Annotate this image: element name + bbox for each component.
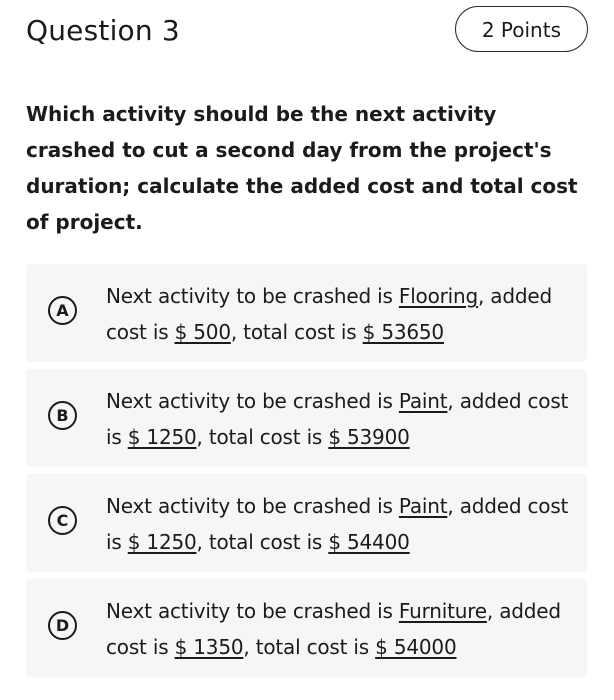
option-text <box>106 278 573 350</box>
option-mid-text: , added cost is <box>106 284 552 344</box>
option-added-cost: $ 1250 <box>127 530 197 554</box>
option-a[interactable] <box>26 264 587 362</box>
option-added-cost: $ 500 <box>174 320 231 344</box>
option-prefix: Next activity to be crashed is <box>106 284 399 308</box>
option-total-cost: $ 53900 <box>328 425 410 449</box>
option-mid-text: , added cost is <box>106 599 561 659</box>
question-title: Question 3 <box>26 14 180 47</box>
option-d[interactable] <box>26 579 587 677</box>
option-prefix: Next activity to be crashed is <box>106 494 399 518</box>
option-total-cost: $ 54000 <box>375 635 457 659</box>
option-letter-badge: A <box>48 296 77 325</box>
option-mid-text: , total cost is <box>243 635 376 659</box>
question-header <box>26 6 588 56</box>
option-c[interactable] <box>26 474 587 572</box>
answer-options <box>26 264 587 684</box>
option-text <box>106 593 573 665</box>
option-activity: Paint <box>398 494 448 518</box>
option-mid-text: , total cost is <box>196 530 329 554</box>
option-mid-text: , added cost is <box>106 389 569 449</box>
option-activity: Paint <box>398 389 448 413</box>
option-mid-text: , total cost is <box>230 320 363 344</box>
option-mid-text: , total cost is <box>196 425 329 449</box>
option-added-cost: $ 1250 <box>127 425 197 449</box>
option-letter-badge: D <box>48 611 77 640</box>
option-prefix: Next activity to be crashed is <box>106 599 399 623</box>
option-letter-badge: B <box>48 401 77 430</box>
option-letter-badge: C <box>48 506 77 535</box>
option-text <box>106 383 573 455</box>
option-activity: Flooring <box>398 284 478 308</box>
option-mid-text: , added cost is <box>106 494 569 554</box>
question-prompt: Which activity should be the next activity crashed to cut a second day from the project's duration; calculate the added cost and total cost of project. <box>26 102 578 234</box>
option-total-cost: $ 54400 <box>328 530 410 554</box>
option-activity: Furniture <box>398 599 487 623</box>
points-badge: 2 Points <box>455 6 588 52</box>
option-added-cost: $ 1350 <box>174 635 244 659</box>
option-total-cost: $ 53650 <box>362 320 444 344</box>
option-b[interactable] <box>26 369 587 467</box>
option-prefix: Next activity to be crashed is <box>106 389 399 413</box>
option-text <box>106 488 573 560</box>
